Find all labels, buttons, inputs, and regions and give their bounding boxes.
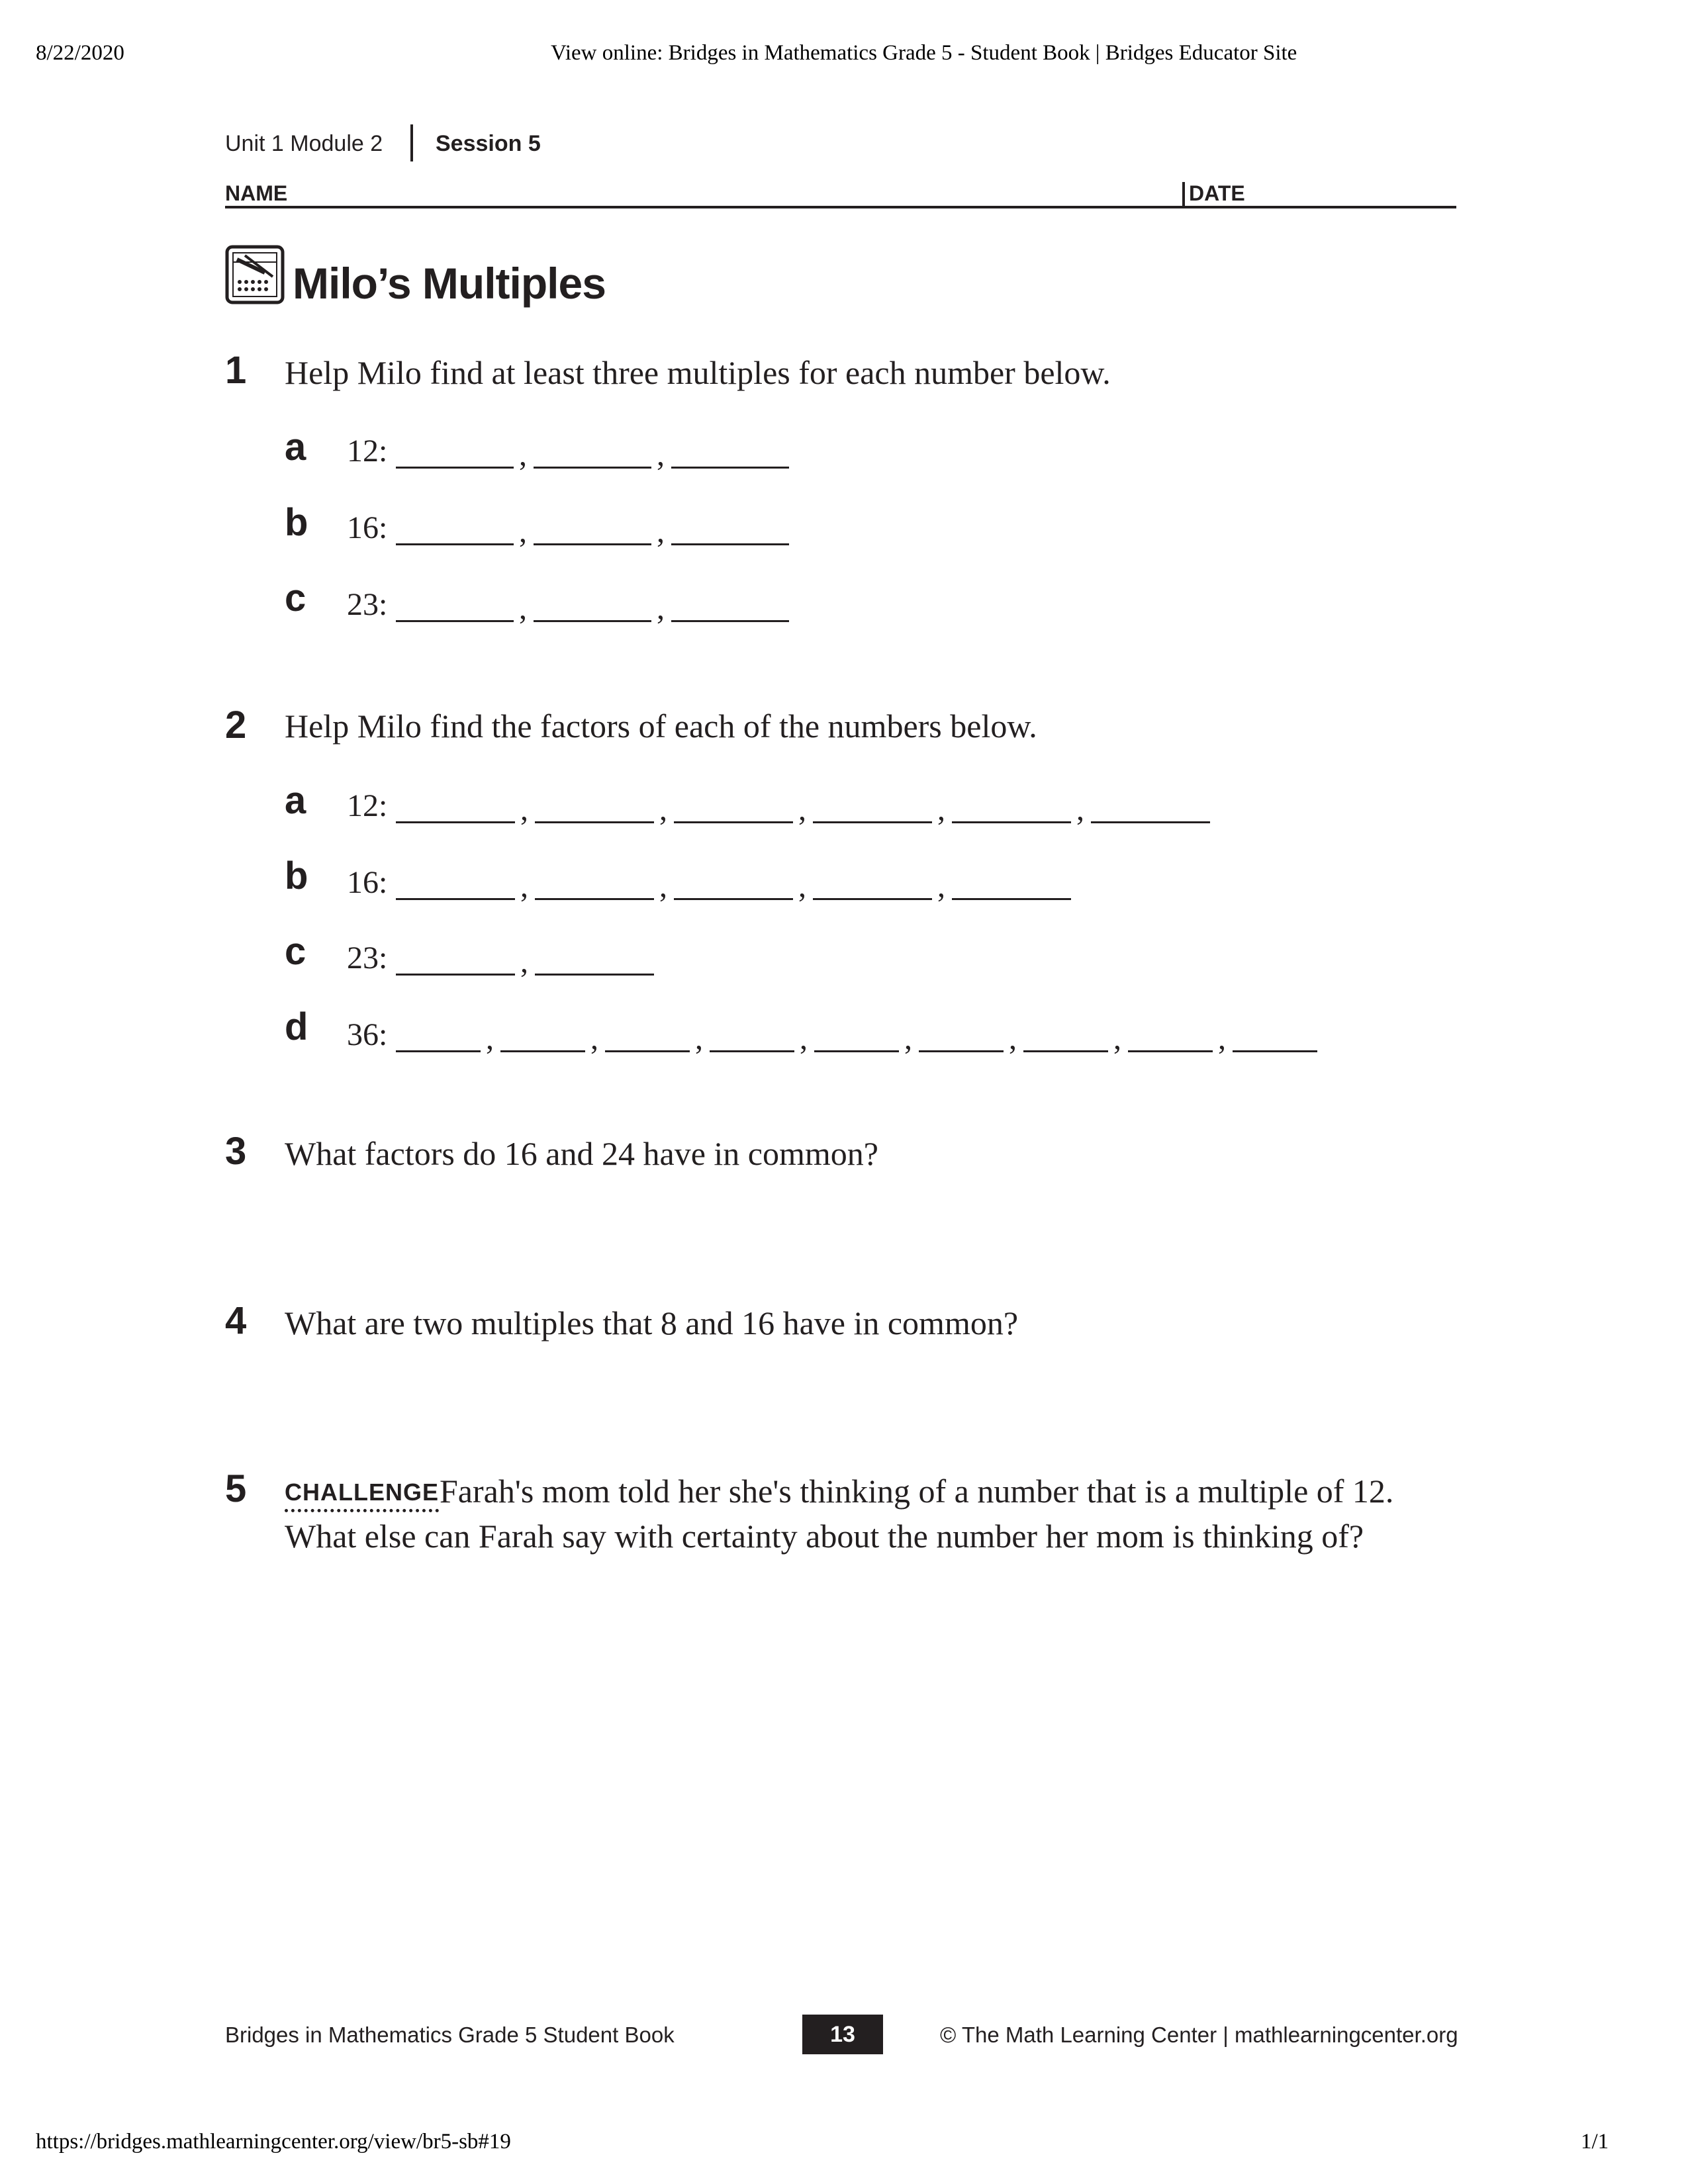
answer-blank[interactable]	[674, 891, 793, 900]
question-text: Help Milo find at least three multiples for each number below.	[285, 354, 1111, 391]
answer-blank[interactable]	[813, 891, 932, 900]
answer-blank[interactable]	[1091, 815, 1210, 823]
item-number: 16:	[347, 865, 388, 900]
comma: ,	[657, 514, 665, 549]
answer-row	[396, 516, 789, 548]
session-label: Session 5	[436, 131, 541, 156]
question-text: Farah's mom told her she's thinking of a number that is a multiple of 12.	[440, 1473, 1394, 1510]
comma: ,	[657, 437, 665, 473]
question-number: 1	[225, 349, 247, 392]
answer-blank[interactable]	[396, 537, 514, 545]
answer-blank[interactable]	[535, 967, 654, 976]
date-label: DATE	[1189, 181, 1245, 205]
item-letter: a	[285, 779, 306, 822]
comma: ,	[1076, 792, 1084, 827]
comma: ,	[519, 591, 527, 626]
print-page-count: 1/1	[1581, 2130, 1609, 2154]
worksheet-title: Milo’s Multiples	[293, 259, 606, 308]
answer-blank[interactable]	[952, 891, 1071, 900]
comma: ,	[695, 1021, 703, 1056]
comma: ,	[519, 437, 527, 473]
question-number: 4	[225, 1299, 247, 1342]
comma: ,	[520, 792, 528, 827]
answer-blank[interactable]	[396, 614, 514, 622]
item-number: 16:	[347, 510, 388, 545]
answer-blank[interactable]	[535, 815, 654, 823]
item-number: 12:	[347, 788, 388, 823]
question-number: 5	[225, 1467, 247, 1510]
question-number: 3	[225, 1130, 247, 1173]
answer-blank[interactable]	[814, 1044, 899, 1052]
challenge-badge: CHALLENGE	[285, 1479, 439, 1512]
question-text: What are two multiples that 8 and 16 have in common?	[285, 1304, 1019, 1342]
answer-blank[interactable]	[813, 815, 932, 823]
worksheet-icon	[225, 245, 285, 304]
question-text: Help Milo find the factors of each of the numbers below.	[285, 707, 1037, 745]
comma: ,	[520, 944, 528, 979]
comma: ,	[659, 869, 667, 904]
comma: ,	[937, 869, 945, 904]
comma: ,	[1218, 1021, 1226, 1056]
copyright: © The Math Learning Center | mathlearningcenter.org	[940, 2023, 1458, 2047]
item-letter: a	[285, 426, 306, 469]
comma: ,	[486, 1021, 494, 1056]
answer-row	[396, 871, 1071, 903]
answer-blank[interactable]	[534, 614, 651, 622]
answer-row	[396, 1023, 1317, 1055]
item-letter: c	[285, 576, 306, 619]
answer-blank[interactable]	[396, 891, 515, 900]
print-date: 8/22/2020	[36, 41, 124, 65]
item-letter: c	[285, 930, 306, 973]
answer-blank[interactable]	[1023, 1044, 1108, 1052]
date-divider	[1182, 182, 1185, 208]
comma: ,	[590, 1021, 598, 1056]
comma: ,	[798, 869, 806, 904]
comma: ,	[904, 1021, 912, 1056]
answer-blank[interactable]	[500, 1044, 585, 1052]
answer-blank[interactable]	[919, 1044, 1004, 1052]
comma: ,	[519, 514, 527, 549]
comma: ,	[659, 792, 667, 827]
answer-row	[396, 439, 789, 471]
comma: ,	[798, 792, 806, 827]
question-text: What factors do 16 and 24 have in common?	[285, 1135, 878, 1172]
page-number: 13	[802, 2015, 883, 2054]
name-label: NAME	[225, 181, 288, 205]
comma: ,	[800, 1021, 808, 1056]
item-letter: b	[285, 501, 308, 544]
item-number: 36:	[347, 1017, 388, 1052]
answer-blank[interactable]	[674, 815, 793, 823]
unit-module-label: Unit 1 Module 2	[225, 131, 383, 156]
item-letter: b	[285, 854, 308, 897]
answer-blank[interactable]	[671, 460, 789, 469]
answer-blank[interactable]	[710, 1044, 794, 1052]
answer-blank[interactable]	[605, 1044, 690, 1052]
answer-blank[interactable]	[952, 815, 1071, 823]
answer-row	[396, 593, 789, 625]
answer-blank[interactable]	[671, 537, 789, 545]
name-date-line[interactable]	[225, 206, 1456, 208]
answer-row	[396, 946, 654, 978]
answer-blank[interactable]	[396, 1044, 481, 1052]
answer-row	[396, 794, 1210, 826]
comma: ,	[657, 591, 665, 626]
module-divider	[410, 124, 413, 161]
book-title: Bridges in Mathematics Grade 5 Student Book	[225, 2023, 675, 2047]
item-number: 12:	[347, 433, 388, 469]
comma: ,	[520, 869, 528, 904]
print-page-title: View online: Bridges in Mathematics Grade 5 - Student Book | Bridges Educator Site	[551, 41, 1297, 65]
question-text-continued: What else can Farah say with certainty about the number her mom is thinking of?	[285, 1518, 1364, 1555]
answer-blank[interactable]	[396, 815, 515, 823]
answer-blank[interactable]	[534, 460, 651, 469]
answer-blank[interactable]	[396, 460, 514, 469]
comma: ,	[937, 792, 945, 827]
answer-blank[interactable]	[396, 967, 515, 976]
item-number: 23:	[347, 587, 388, 622]
answer-blank[interactable]	[1128, 1044, 1213, 1052]
question-number: 2	[225, 704, 247, 747]
answer-blank[interactable]	[671, 614, 789, 622]
answer-blank[interactable]	[1233, 1044, 1317, 1052]
comma: ,	[1009, 1021, 1017, 1056]
answer-blank[interactable]	[535, 891, 654, 900]
print-url: https://bridges.mathlearningcenter.org/view/br5-sb#19	[36, 2130, 511, 2154]
item-letter: d	[285, 1005, 308, 1048]
comma: ,	[1113, 1021, 1121, 1056]
item-number: 23:	[347, 940, 388, 976]
answer-blank[interactable]	[534, 537, 651, 545]
